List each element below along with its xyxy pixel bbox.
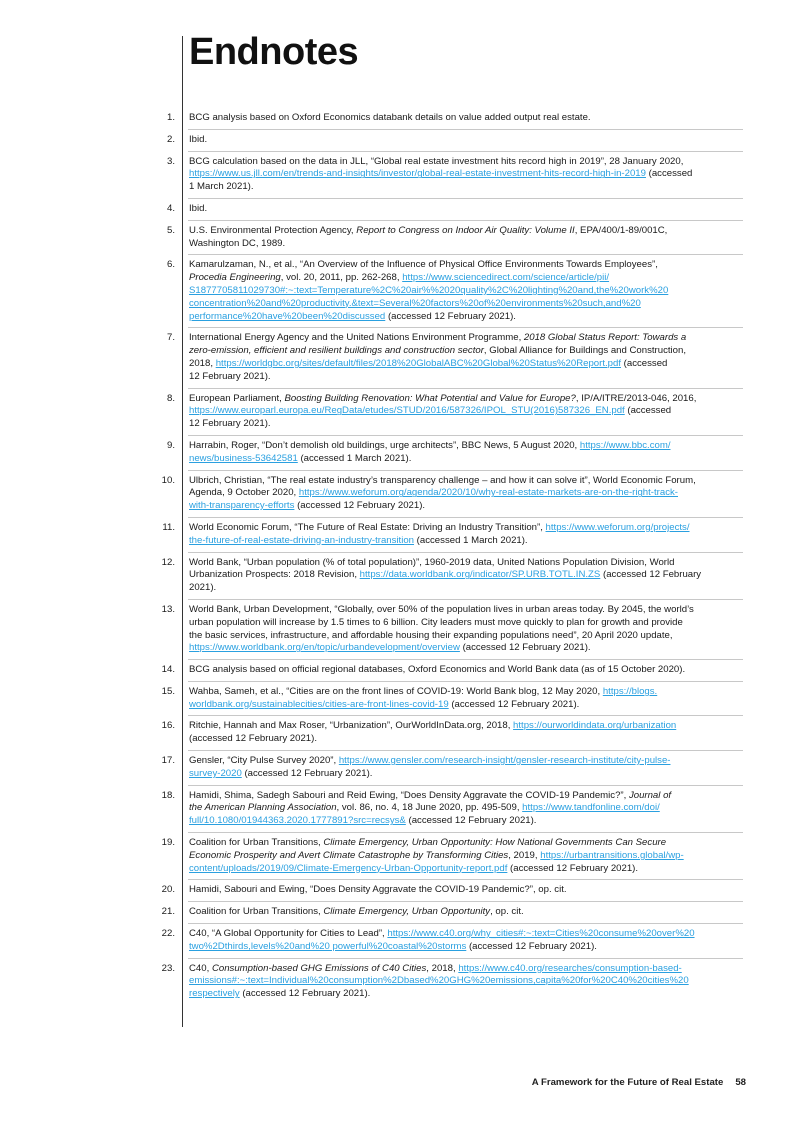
note-divider [188, 517, 743, 518]
endnote-number: 4. [166, 202, 175, 214]
endnote-link[interactable]: the-future-of-real-estate-driving-an-industry-transition [189, 534, 415, 546]
endnote-text-run: (accessed [621, 357, 668, 369]
endnote-link[interactable]: https://www.europarl.europa.eu/RegData/etudes/STUD/2016/587326/IPOL_STU(2016)587326_EN.pdf [189, 405, 625, 417]
endnote-text-run: European Parliament, [189, 392, 285, 404]
endnote-link[interactable]: https://data.worldbank.org/indicator/SP.URB.TOTL.IN.ZS [359, 569, 601, 581]
endnote-text-run: C40, [189, 962, 212, 974]
endnote-text-run: (accessed 12 February 2021). [239, 988, 371, 1000]
note-divider [188, 901, 743, 902]
endnote-text-run: , vol. 86, no. 4, 18 June 2020, pp. 495-509, [336, 802, 523, 814]
endnote [130, 156, 750, 194]
endnote [130, 686, 750, 712]
endnote-text [189, 884, 748, 897]
endnote-link[interactable]: https://worldgbc.org/sites/default/files/2018%20GlobalABC%20Global%20Status%20Report.pdf [215, 357, 621, 369]
endnote-title-italic: Consumption-based GHG Emissions of C40 Cities [211, 962, 427, 974]
note-divider [188, 659, 743, 660]
endnote-title-italic: Boosting Building Renovation: What Potential and Value for Europe? [284, 392, 576, 404]
endnote-number: 7. [166, 332, 175, 344]
endnote-text [189, 664, 748, 677]
endnote-link[interactable]: https://www.weforum.org/projects/ [545, 521, 690, 533]
endnote-text [189, 203, 748, 216]
endnote-text [189, 156, 748, 194]
endnote-text [189, 755, 748, 781]
note-divider [188, 923, 743, 924]
endnote-text [189, 790, 748, 828]
endnote-text-run: Ibid. [189, 202, 208, 214]
endnote-text-run: (accessed 12 February 2021). [294, 500, 426, 512]
endnote-text-run: (accessed 1 March 2021). [297, 452, 412, 464]
note-divider [188, 151, 743, 152]
note-divider [188, 327, 743, 328]
endnote-link[interactable]: emissions#:~:text=Individual%20consumption%2Dbased%20GHG%20emissions,capita%20for%20C40%20cities%20 [189, 975, 689, 987]
endnote-link[interactable]: content/uploads/2019/09/Climate-Emergency-Urban-Opportunity-report.pdf [189, 862, 508, 874]
endnote-link[interactable]: https://www.c40.org/why_cities#:~:text=Cities%20consume%20over%20 [387, 928, 695, 940]
endnote-link[interactable]: respectively [189, 988, 240, 1000]
endnote-text-run: (accessed 12 February 2021). [405, 815, 537, 827]
endnote-title-italic: Climate Emergency, Urban Opportunity: How National Governments Can Secure [323, 837, 667, 849]
endnote-text-run: , vol. 20, 2011, pp. 262-268, [280, 272, 403, 284]
page-footer [532, 1077, 746, 1088]
endnote-text-run: , 2019, [508, 849, 541, 861]
endnote [130, 203, 750, 216]
endnote-text [189, 928, 748, 954]
endnote-text-run: (accessed 12 February 2021). [189, 733, 317, 745]
endnote-text-run: 2021). [189, 582, 217, 594]
endnote-link[interactable]: https://urbantransitions.global/wp- [540, 849, 684, 861]
endnote-number: 8. [166, 392, 175, 404]
endnote-text-run: U.S. Environmental Protection Agency, [189, 224, 357, 236]
endnote-text-run: Urbanization Prospects: 2018 Revision, [189, 569, 360, 581]
endnote-text-run: (accessed 1 March 2021). [414, 534, 528, 546]
endnote-number: 6. [166, 259, 175, 271]
endnote-text-run: Ibid. [189, 133, 208, 145]
endnote-title-italic: 2018 Global Status Report: Towards a [523, 332, 687, 344]
endnote-link[interactable]: https://www.weforum.org/agenda/2020/10/why-real-estate-markets-are-on-the-right-track- [298, 487, 678, 499]
endnote-text-run: , op. cit. [490, 906, 524, 918]
endnote [130, 393, 750, 431]
endnote-text-run: BCG analysis based on official regional databases, Oxford Economics and World Bank data (as of 15 October 2020). [189, 664, 686, 676]
endnote [130, 720, 750, 746]
endnote-text-run: Agenda, 9 October 2020, [189, 487, 299, 499]
endnote [130, 963, 750, 1001]
endnote-title-italic: Report to Congress on Indoor Air Quality: Volume II [356, 224, 575, 236]
endnote-text [189, 686, 748, 712]
endnote-link[interactable]: performance%20have%20been%20discussed [189, 310, 386, 322]
note-divider [188, 879, 743, 880]
endnote [130, 928, 750, 954]
endnote-number: 5. [166, 224, 175, 236]
endnote-text-run: , Global Alliance for Buildings and Construction, [483, 345, 687, 357]
endnote-link[interactable]: survey-2020 [189, 767, 242, 779]
note-divider [188, 220, 743, 221]
endnote-text-run: Wahba, Sameh, et al., “Cities are on the front lines of COVID-19: World Bank blog, 12 May 2020, [189, 685, 603, 697]
endnote-number: 16. [161, 720, 175, 732]
note-divider [188, 198, 743, 199]
endnote-text-run: , EPA/400/1-89/001C, [574, 224, 668, 236]
note-divider [188, 832, 743, 833]
endnote-title-italic: the American Planning Association [189, 802, 337, 814]
endnote [130, 475, 750, 513]
endnote [130, 332, 750, 383]
note-divider [188, 715, 743, 716]
endnote-link[interactable]: with-transparency-efforts [189, 500, 295, 512]
endnote-number: 14. [161, 664, 175, 676]
endnote-number: 15. [161, 685, 175, 697]
endnote [130, 134, 750, 147]
footer-title: A Framework for the Future of Real Estate [531, 1077, 724, 1088]
note-divider [188, 681, 743, 682]
note-divider [188, 958, 743, 959]
endnote-text-run: BCG analysis based on Oxford Economics databank details on value added output real estate. [189, 112, 591, 123]
endnote-number: 19. [161, 837, 175, 849]
endnote-text-run: Gensler, “City Pulse Survey 2020”, [189, 755, 339, 767]
endnote-text [189, 963, 748, 1001]
endnote [130, 755, 750, 781]
endnote-link[interactable]: https://www.sciencedirect.com/science/article/pii/ [402, 272, 610, 284]
endnote-text-run: (accessed 12 February 2021). [466, 940, 597, 952]
endnote [130, 604, 750, 655]
endnote-text-run: (accessed 12 February 2021). [448, 698, 580, 710]
endnote-link[interactable]: https://www.us.jll.com/en/trends-and-insights/investor/global-real-estate-investment-hits-record-high-in-2019 [189, 168, 646, 180]
endnote-text-run: C40, “A Global Opportunity for Cities to Lead”, [189, 928, 388, 940]
endnote-text-run: Ulbrich, Christian, “The real estate industry’s transparency challenge – and how it can solve it”, World Economic Forum, [189, 474, 696, 486]
note-divider [188, 470, 743, 471]
endnote-number: 1. [166, 112, 175, 123]
page-number: 58 [735, 1077, 746, 1088]
endnote [130, 112, 750, 125]
endnote-link[interactable]: news/business-53642581 [189, 452, 298, 464]
endnote-link[interactable]: S1877705811029730#:~:text=Temperature%2C%20air%%2020quality%2C%20lighting%20and,the%20work%20 [189, 284, 669, 296]
endnote-text-run: Washington DC, 1989. [189, 237, 286, 249]
note-divider [188, 750, 743, 751]
endnote [130, 837, 750, 875]
endnote-link[interactable]: worldbank.org/sustainablecities/cities-are-front-lines-covid-19 [189, 698, 449, 710]
endnote-text [189, 475, 748, 513]
endnote-link[interactable]: two%2Dthirds,levels%20and%20 powerful%20coastal%20storms [189, 940, 467, 952]
endnote-text-run: the basic services, infrastructure, and affordable housing their expanding populations need”, 20 April 2020 update, [189, 629, 673, 641]
endnote-text-run: Ritchie, Hannah and Max Roser, “Urbanization”, OurWorldInData.org, 2018, [189, 720, 514, 732]
note-divider [188, 599, 743, 600]
note-divider [188, 552, 743, 553]
endnote [130, 440, 750, 466]
endnote [130, 522, 750, 548]
endnote-text-run: 12 February 2021). [189, 370, 271, 382]
endnote-text [189, 720, 748, 746]
endnote-number: 10. [161, 474, 175, 486]
endnote-text [189, 906, 748, 919]
endnote-link[interactable]: https://www.bbc.com/ [579, 439, 671, 451]
endnote-text-run: (accessed 12 February 2021). [241, 767, 373, 779]
endnote-title-italic: Climate Emergency, Urban Opportunity [323, 906, 491, 918]
endnote-number: 12. [161, 556, 175, 568]
endnote-link[interactable]: https://blogs. [602, 685, 658, 697]
note-divider [188, 785, 743, 786]
endnote-text-run: Coalition for Urban Transitions, [189, 837, 324, 849]
endnote-text-run: Kamarulzaman, N., et al., “An Overview of the Influence of Physical Office Environments Towards Employees”, [189, 259, 658, 271]
endnote-text [189, 393, 748, 431]
note-divider [188, 388, 743, 389]
endnote-title-italic: Procedia Engineering [189, 272, 281, 284]
endnote-number: 22. [161, 928, 175, 940]
endnote-number: 21. [161, 906, 175, 918]
endnote-title-italic: zero-emission, efficient and resilient buildings and construction sector [189, 345, 484, 357]
endnote-number: 17. [161, 755, 175, 767]
endnote-text [189, 259, 748, 323]
endnote-text-run: (accessed [645, 168, 693, 180]
endnote-text [189, 604, 748, 655]
endnote-title-italic: Economic Prosperity and Avert Climate Catastrophe by Transforming Cities [189, 849, 509, 861]
endnote [130, 664, 750, 677]
endnote-text-run: World Bank, Urban Development, “Globally, over 50% of the population lives in urban areas today. By 2045, the world’s [189, 603, 694, 615]
endnote-text-run: Hamidi, Sabouri and Ewing, “Does Density Aggravate the COVID-19 Pandemic?”, op. cit. [189, 884, 567, 896]
endnote-number: 3. [166, 155, 175, 167]
endnote-number: 18. [161, 789, 175, 801]
endnote-text-run: Harrabin, Roger, “Don’t demolish old buildings, urge architects”, BBC News, 5 August 2020, [189, 439, 580, 451]
endnote-text [189, 440, 748, 466]
endnote-text-run: (accessed [624, 405, 672, 417]
endnote-text-run: 12 February 2021). [189, 418, 271, 430]
endnote-number: 13. [161, 603, 175, 615]
endnote-text-run: urban population will increase by 1.5 times to 6 billion. City leaders must move quickly to plan for growth and provide [189, 616, 683, 628]
endnote-text-run: , IP/A/ITRE/2013-046, 2016, [575, 392, 697, 404]
endnote-link[interactable]: https://www.worldbank.org/en/topic/urbandevelopment/overview [189, 642, 460, 654]
endnote-text [189, 112, 748, 125]
endnote-number: 9. [166, 439, 175, 451]
note-divider [188, 435, 743, 436]
endnote-text-run: (accessed 12 February 2021). [507, 862, 639, 874]
endnote-text-run: (accessed 12 February 2021). [459, 642, 591, 654]
endnote-text [189, 837, 748, 875]
endnote-text-run: International Energy Agency and the United Nations Environment Programme, [189, 332, 524, 344]
endnote [130, 884, 750, 897]
endnote [130, 906, 750, 919]
endnote-text [189, 557, 748, 595]
endnote-link[interactable]: https://www.gensler.com/research-insight/gensler-research-institute/city-pulse- [338, 755, 671, 767]
endnote [130, 225, 750, 251]
endnote-link[interactable]: https://ourworldindata.org/urbanization [513, 720, 677, 732]
note-divider [188, 129, 743, 130]
endnote-text-run: 2018, [189, 357, 216, 369]
endnote-number: 11. [162, 521, 175, 533]
note-divider [188, 254, 743, 255]
endnote-text-run: Coalition for Urban Transitions, [189, 906, 324, 918]
endnote-text-run: , 2018, [426, 962, 459, 974]
endnote-text [189, 332, 748, 383]
endnote-text-run: World Economic Forum, “The Future of Real Estate: Driving an Industry Transition”, [189, 521, 546, 533]
endnote [130, 259, 750, 323]
page-title: Endnotes [189, 31, 359, 73]
endnote-link[interactable]: https://www.c40.org/researches/consumption-based- [458, 962, 682, 974]
endnote-text [189, 522, 748, 548]
endnote [130, 790, 750, 828]
endnote-link[interactable]: https://www.tandfonline.com/doi/ [522, 802, 660, 814]
endnotes-list [130, 112, 750, 1001]
endnote-title-italic: Journal of [628, 789, 672, 801]
endnote-number: 23. [161, 962, 175, 974]
endnote-text-run: BCG calculation based on the data in JLL, “Global real estate investment hits record high in 2019”, 28 January 2020, [189, 155, 684, 167]
endnote-text-run: (accessed 12 February [600, 569, 702, 581]
endnote-text [189, 225, 748, 251]
endnote-text-run: (accessed 12 February 2021). [385, 310, 516, 322]
endnote [130, 557, 750, 595]
endnote-text [189, 134, 748, 147]
endnote-number: 2. [166, 133, 175, 145]
endnote-text-run: Hamidi, Shima, Sadegh Sabouri and Reid Ewing, “Does Density Aggravate the COVID-19 Pandemic?”, [189, 789, 629, 801]
endnote-text-run: World Bank, “Urban population (% of total population)”, 1960-2019 data, United Nations Population Division, World [189, 556, 675, 568]
endnote-number: 20. [161, 884, 175, 896]
endnote-link[interactable]: full/10.1080/01944363.2020.1777891?src=recsys& [189, 815, 406, 827]
endnote-text-run: 1 March 2021). [189, 181, 254, 193]
endnote-link[interactable]: concentration%20and%20productivity.&text=Several%20factors%20of%20environments%20such,and%20 [189, 297, 641, 309]
